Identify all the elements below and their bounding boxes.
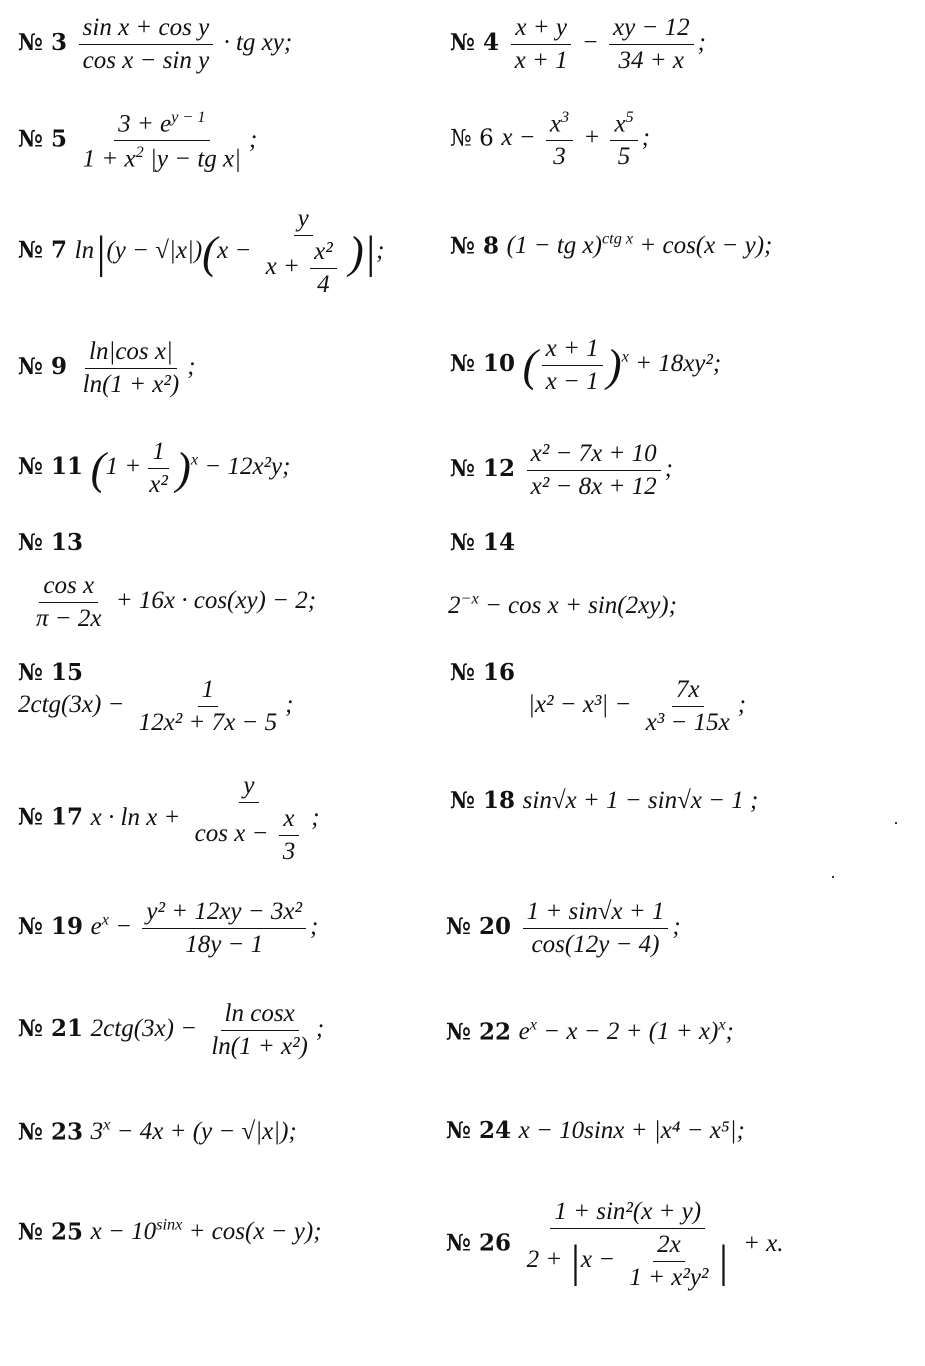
- numerator: y² + 12xy − 3x²: [142, 898, 306, 929]
- numerator: x: [549, 110, 561, 138]
- exponent: 5: [625, 108, 634, 126]
- base: 3: [90, 1118, 104, 1146]
- problem-label: № 12: [450, 455, 516, 483]
- problem-21: [18, 1000, 324, 1061]
- numerator: cos x: [39, 572, 98, 603]
- problem-14: [450, 528, 515, 556]
- operator: +: [583, 124, 601, 152]
- denominator-inner: x −: [580, 1246, 616, 1274]
- exponent: x: [103, 1116, 111, 1134]
- expr-tail: + 16x · cos(xy) − 2;: [115, 587, 317, 615]
- expr-tail: ;: [672, 913, 681, 941]
- expr-tail: ;: [309, 913, 319, 941]
- expr-tail: + x.: [743, 1229, 784, 1257]
- problem-3: [18, 14, 292, 75]
- problem-11: [18, 438, 290, 499]
- abs-bar-icon: |: [363, 227, 377, 277]
- expr-tail: − x − 2 + (1 + x): [543, 1018, 719, 1046]
- exponent: x: [621, 347, 629, 366]
- problem-label: № 24: [446, 1117, 512, 1144]
- expr-body: (1 − tg x): [506, 232, 602, 260]
- problem-14-expr: [448, 590, 677, 620]
- problem-label: № 20: [446, 913, 512, 941]
- numerator: ln|cos x|: [85, 338, 177, 369]
- denominator: x + 1: [514, 47, 568, 74]
- problem-label: № 14: [450, 529, 516, 556]
- problem-23: [18, 1116, 297, 1146]
- problem-4: [450, 14, 706, 75]
- problem-15-expr: [18, 676, 293, 737]
- expr-tail: ;: [285, 691, 294, 719]
- problem-25: [18, 1216, 322, 1246]
- denominator: π − 2x: [36, 605, 102, 632]
- numerator: 3 + e: [118, 110, 172, 138]
- problem-label: № 21: [18, 1015, 84, 1043]
- problem-label: № 22: [446, 1018, 512, 1046]
- paren-right-icon: ): [606, 340, 622, 391]
- denominator: ln(1 + x²): [211, 1033, 308, 1060]
- problem-label: № 8: [450, 232, 500, 260]
- problem-label: № 23: [18, 1118, 84, 1146]
- exponent: sinx: [156, 1216, 183, 1234]
- expr-lead: x −: [501, 124, 536, 152]
- exponent: −x: [460, 590, 479, 608]
- base: 2: [448, 592, 461, 620]
- expr-tail: ;: [664, 455, 673, 483]
- exponent: x: [718, 1016, 726, 1034]
- numerator: x: [614, 110, 626, 138]
- problem-8: [450, 230, 772, 260]
- expr-tail: ;: [315, 1015, 325, 1043]
- denominator: 2 +: [526, 1246, 563, 1274]
- expr-tail: − 12x²y;: [204, 453, 291, 481]
- problem-12: [450, 440, 673, 501]
- problem-20: [446, 898, 681, 959]
- expr-tail: ;: [249, 125, 258, 153]
- operator: −: [115, 913, 133, 941]
- problem-5: [18, 108, 257, 174]
- denominator: 1 + x²y²: [629, 1264, 709, 1291]
- exponent: x: [101, 910, 109, 929]
- expr-tail: ;: [376, 236, 385, 264]
- problem-label: № 19: [18, 913, 84, 941]
- denominator: 3: [553, 143, 566, 171]
- expr-tail: − cos x + sin(2xy);: [484, 592, 677, 620]
- numerator: x² − 7x + 10: [527, 440, 661, 471]
- problem-label: № 6: [450, 125, 494, 152]
- base: e: [518, 1018, 530, 1046]
- numerator: 1 + sin√x + 1: [523, 898, 669, 929]
- problem-label: № 5: [18, 125, 68, 153]
- problem-6: [450, 108, 650, 171]
- numerator: x + y: [511, 14, 571, 45]
- numerator: x + 1: [542, 335, 603, 366]
- expr-body: sin√x + 1 − sin√x − 1 ;: [522, 787, 759, 814]
- exponent: y − 1: [171, 108, 206, 126]
- expr-tail: − 4x + (y − √|x|);: [116, 1118, 297, 1146]
- paren-left-icon: (: [90, 443, 106, 494]
- problem-label: № 9: [18, 353, 68, 381]
- expr-lead: 1 +: [105, 453, 142, 481]
- abs-bar-icon: |: [94, 227, 107, 277]
- problem-label: № 13: [18, 529, 84, 556]
- paren-left-icon: (: [202, 227, 218, 277]
- numerator: 1: [148, 438, 169, 469]
- exponent: x: [529, 1016, 537, 1034]
- numerator: ln cosx: [221, 1000, 299, 1031]
- expr-tail: ;: [737, 691, 747, 719]
- expr-tail: + cos(x − y);: [639, 232, 773, 260]
- denominator: x² − 8x + 12: [530, 473, 657, 500]
- expr-end: ;: [725, 1018, 734, 1046]
- expr-tail: ;: [187, 353, 196, 381]
- expr-lead: 2ctg(3x) −: [18, 691, 125, 719]
- dot-mark: [895, 822, 897, 824]
- exponent: 2: [135, 143, 144, 162]
- denominator: x − 1: [545, 368, 599, 395]
- dot-mark: [832, 876, 834, 878]
- denominator: cos x −: [194, 820, 269, 848]
- problem-17: [18, 772, 320, 866]
- problem-label: № 16: [450, 659, 516, 686]
- problem-label: № 10: [450, 350, 516, 378]
- expr-lead: 2ctg(3x) −: [90, 1015, 198, 1043]
- problem-label: № 4: [450, 29, 500, 57]
- expr-tail: ;: [641, 124, 650, 152]
- problem-24: [446, 1116, 745, 1145]
- numerator: sin x + cos y: [79, 14, 214, 45]
- problem-7: [18, 205, 384, 299]
- denominator: 12x² + 7x − 5: [138, 709, 278, 736]
- numerator: y: [239, 772, 258, 803]
- expr-lead: x − 10: [90, 1218, 157, 1246]
- expr-body: x − 10sinx + |x⁴ − x⁵|;: [518, 1117, 745, 1144]
- paren-left-icon: (: [522, 340, 538, 391]
- problem-label: № 26: [446, 1229, 512, 1257]
- problem-label: № 15: [18, 659, 84, 686]
- denominator: 1 + x: [82, 145, 136, 173]
- numerator: 7x: [672, 676, 704, 707]
- factor-b-lead: x −: [217, 236, 252, 264]
- abs-bar-icon: |: [568, 1236, 581, 1287]
- problem-16-expr: [528, 676, 746, 737]
- problem-9: [18, 338, 196, 399]
- denominator: 5: [617, 143, 631, 171]
- expr-lead: x · ln x +: [90, 803, 181, 831]
- problem-10: [450, 335, 721, 396]
- expr-tail: ;: [697, 29, 706, 57]
- problem-label: № 11: [18, 453, 84, 481]
- denominator-tail: |y − tg x|: [150, 145, 242, 173]
- expr-lead: ln: [74, 236, 95, 264]
- denominator: 3: [282, 838, 296, 865]
- factor-a: (y − √|x|): [106, 236, 203, 264]
- paren-right-icon: ): [175, 443, 191, 494]
- problem-label: № 3: [18, 29, 68, 57]
- problem-label: № 25: [18, 1218, 84, 1246]
- exponent: 3: [560, 108, 570, 126]
- expr-tail: + cos(x − y);: [188, 1218, 322, 1246]
- denominator: cos(12y − 4): [531, 931, 660, 958]
- problem-16: [450, 658, 515, 686]
- expr-lead: |x² − x³| −: [528, 691, 632, 719]
- problem-13-expr: [28, 572, 316, 633]
- problem-label: № 18: [450, 787, 516, 814]
- numerator: y: [294, 205, 313, 236]
- denominator: 18y − 1: [185, 931, 264, 958]
- problem-26: [446, 1198, 784, 1292]
- exponent: ctg x: [601, 230, 634, 248]
- problem-label: № 17: [18, 803, 84, 831]
- problem-13: [18, 528, 83, 556]
- numerator: 1 + sin²(x + y): [550, 1198, 705, 1229]
- denominator: cos x − sin y: [82, 47, 210, 74]
- numerator: 2x: [653, 1231, 685, 1262]
- expr-tail: ;: [311, 803, 320, 831]
- denominator: ln(1 + x²): [82, 371, 180, 398]
- denominator: x²: [149, 471, 168, 498]
- problem-label: № 7: [18, 236, 68, 264]
- denominator: 4: [317, 271, 330, 298]
- denominator: x³ − 15x: [645, 709, 730, 736]
- abs-bar-icon: |: [716, 1236, 729, 1287]
- denominator: x +: [265, 253, 300, 281]
- operator: −: [581, 29, 599, 57]
- problem-22: [446, 1016, 734, 1046]
- denominator: 34 + x: [618, 47, 685, 74]
- expr-tail: · tg xy;: [223, 29, 293, 57]
- numerator: xy − 12: [609, 14, 694, 45]
- problem-18: [450, 786, 758, 815]
- paren-right-icon: ): [348, 227, 364, 277]
- numerator: 1: [198, 676, 219, 707]
- problem-19: [18, 898, 318, 959]
- exponent: x: [190, 450, 199, 469]
- numerator: x: [279, 805, 298, 836]
- base: e: [90, 913, 102, 941]
- numerator: x²: [310, 238, 337, 269]
- expr-tail: + 18xy²;: [635, 350, 722, 378]
